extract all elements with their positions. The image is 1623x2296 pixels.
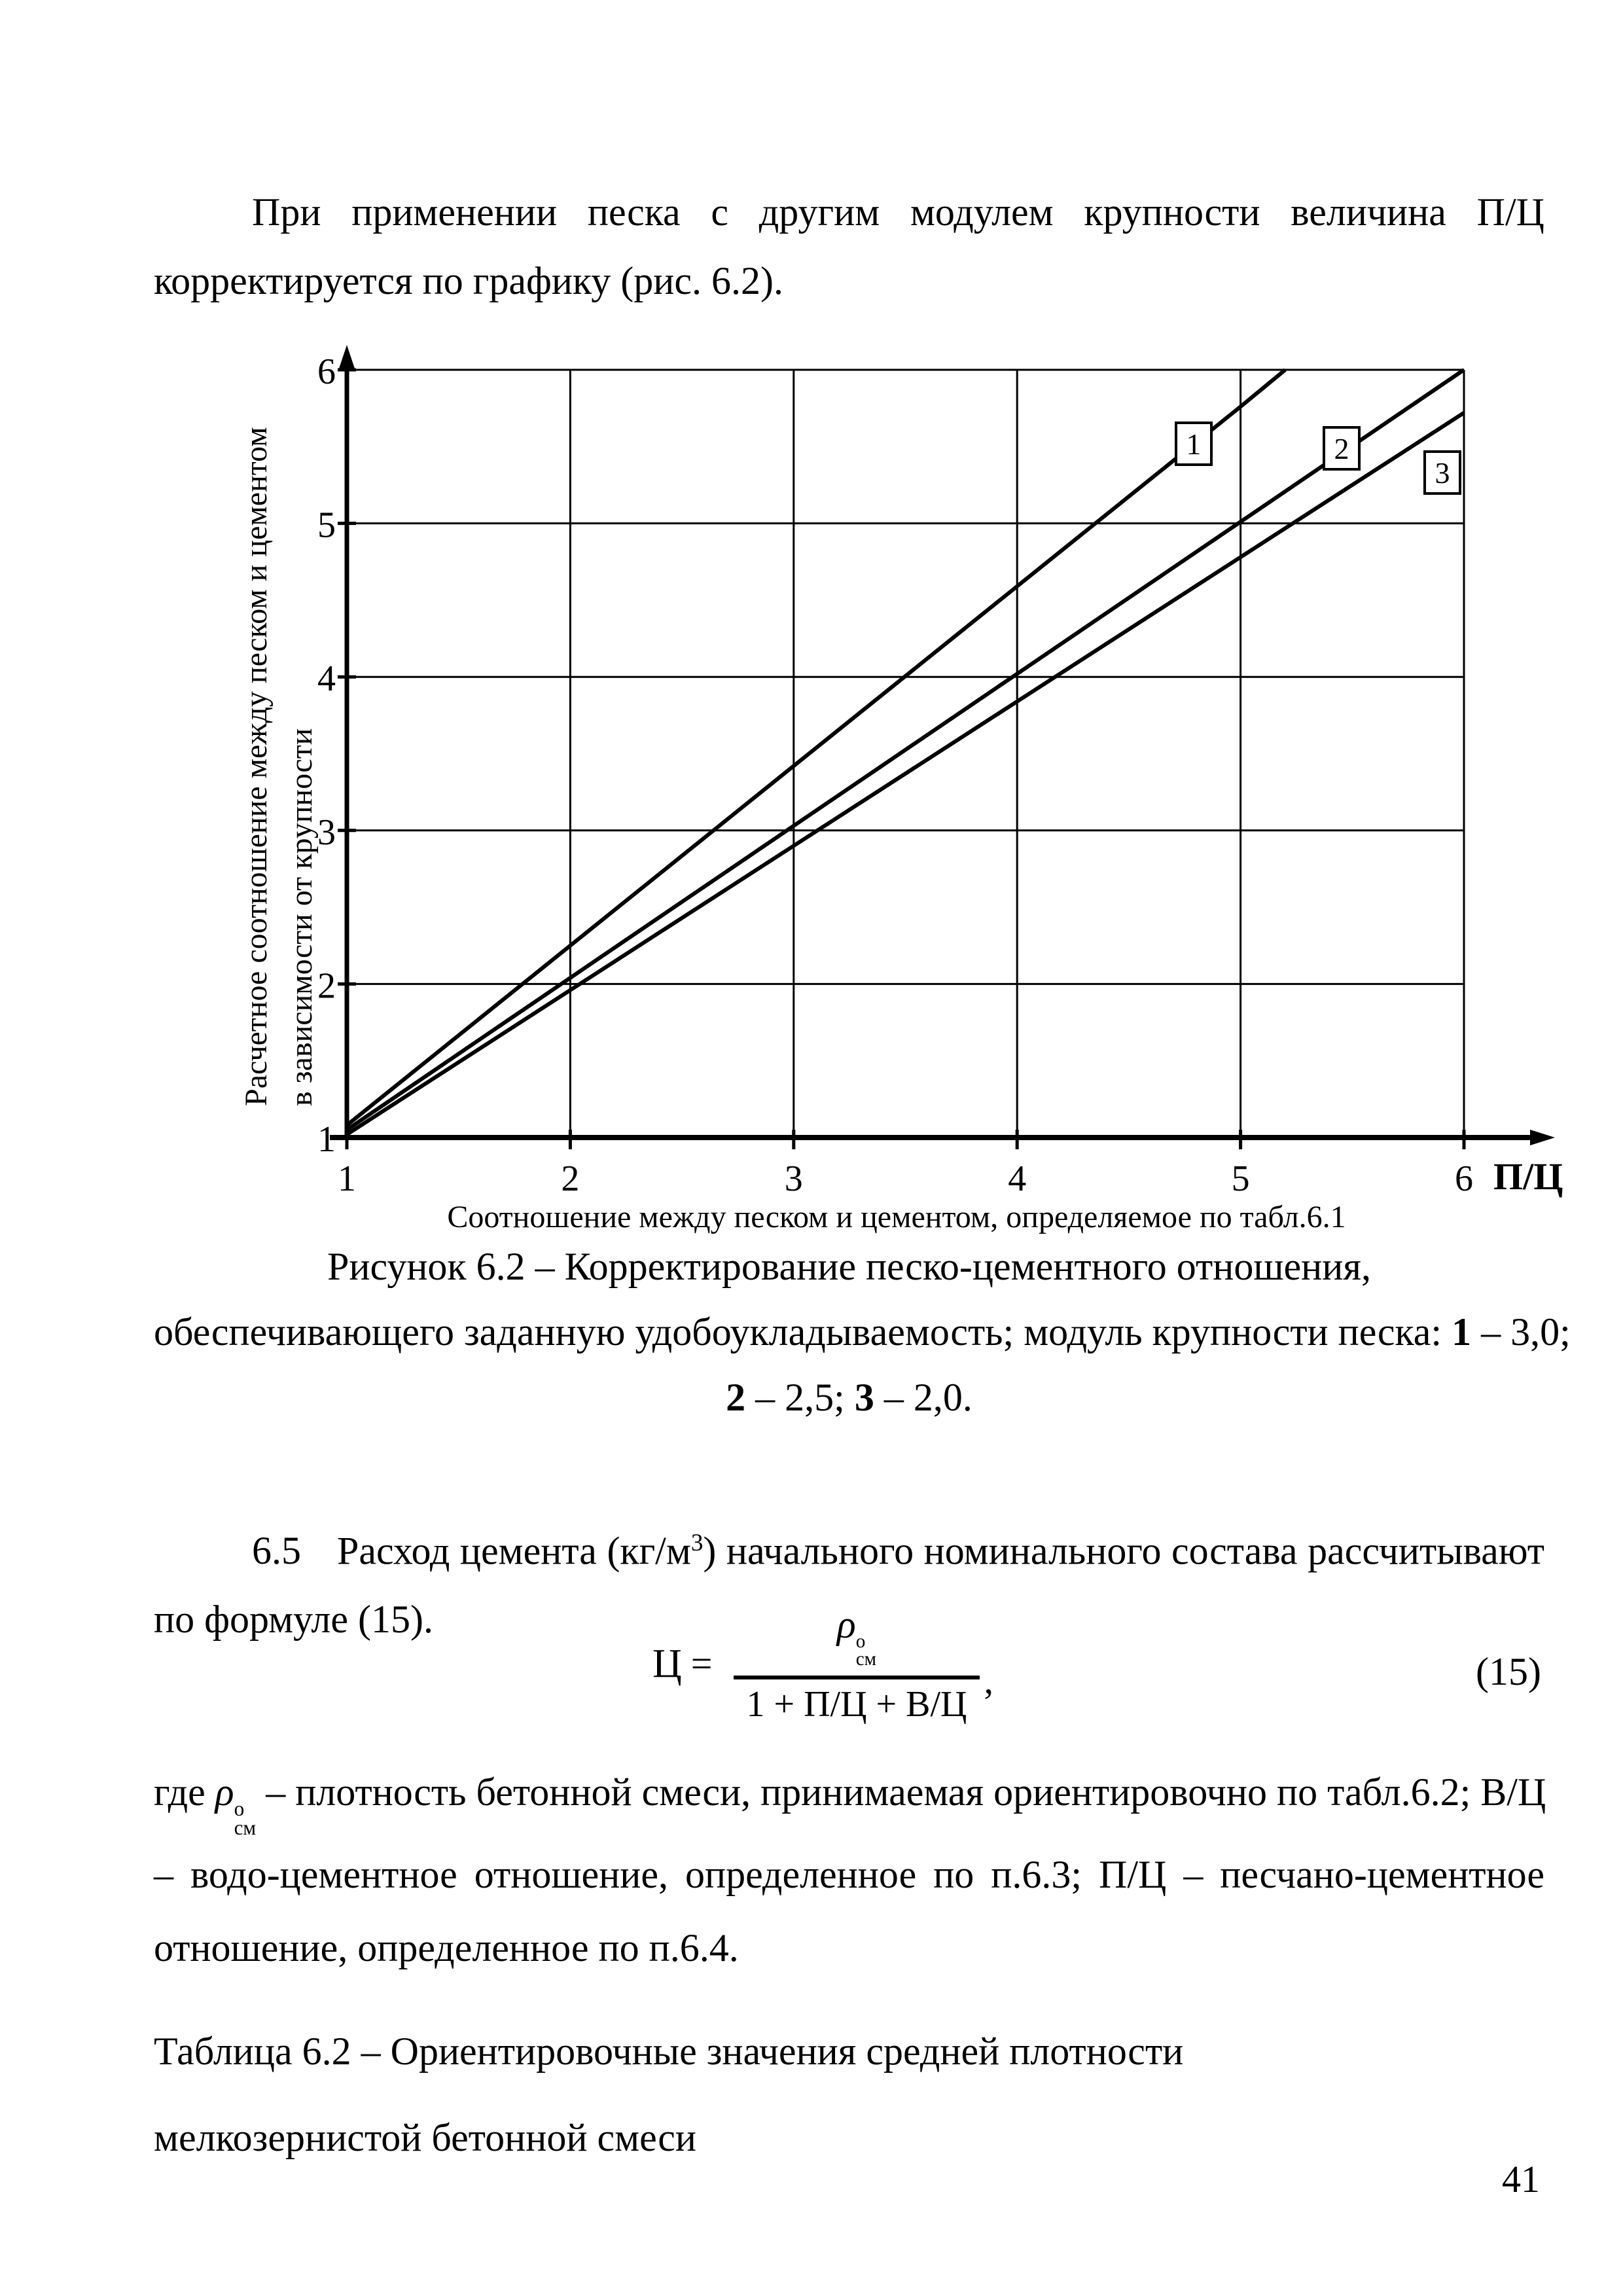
figure-chart <box>216 345 1584 1281</box>
paragraph-intro <box>154 178 1544 315</box>
paragraph-intro-line-1: При применении песка с другим модулем крупности величина П/Ц <box>252 190 1544 234</box>
section-number: 6.5 <box>252 1529 301 1573</box>
y-tick-label: 3 <box>317 812 336 853</box>
where-paragraph <box>154 1755 1544 1984</box>
y-axis-title-line-1: Расчетное соотношение между песком и цементом <box>239 427 274 1106</box>
formula-expression <box>128 1605 1518 1723</box>
formula-number: (15) <box>1476 1650 1541 1693</box>
rho-symbol: ρ <box>215 1770 234 1814</box>
figure-caption <box>154 1234 1571 1430</box>
rho-indices-inline: о см <box>234 1797 257 1840</box>
y-tick-label: 6 <box>317 351 336 392</box>
formula-numerator: ρ о см <box>836 1603 877 1670</box>
series-label-1: 1 <box>1186 427 1202 461</box>
series-line-2 <box>347 370 1464 1130</box>
series-label-2: 2 <box>1334 432 1349 465</box>
formula-denominator: 1 + П/Ц + В/Ц <box>734 1676 980 1723</box>
x-tick-label: 2 <box>561 1158 580 1199</box>
figure-caption-line-1: Рисунок 6.2 – Корректирование песко-цементного отношения, <box>327 1245 1371 1288</box>
formula-fraction <box>734 1605 980 1723</box>
series-line-1 <box>347 370 1285 1125</box>
paragraph-intro-line-2: корректируется по графику (рис. 6.2). <box>154 259 783 302</box>
superscript-3: 3 <box>690 1530 704 1556</box>
y-tick-label: 5 <box>317 505 336 546</box>
formula-15 <box>154 1603 1544 1725</box>
where-line-1: где ρ о см – плотность бетонной смеси, принимаемая ориентировочно по табл.6.2; В/Ц <box>154 1770 1546 1840</box>
series-line-3 <box>347 413 1464 1135</box>
rho-indices: о см <box>855 1630 877 1670</box>
x-tick-label: 4 <box>1008 1158 1027 1199</box>
table-caption-line-1: Таблица 6.2 – Ориентировочные значения средней плотности <box>154 2030 1184 2073</box>
table-caption-line-2: мелкозернистой бетонной смеси <box>154 2116 696 2159</box>
where-line-2: – водо-цементное отношение, определенное по п.6.3; П/Ц – песчано-цементное <box>154 1852 1544 1896</box>
figure-caption-line-3: 2 – 2,5; 3 – 2,0. <box>726 1376 972 1419</box>
series-label-3: 3 <box>1435 456 1450 490</box>
y-tick-label: 2 <box>317 965 336 1007</box>
y-axis-arrow <box>339 345 355 368</box>
section-6-5-line-2: по формуле (15). <box>154 1598 433 1641</box>
where-line-3: отношение, определенное по п.6.4. <box>154 1926 739 1969</box>
formula-comma: , <box>984 1659 993 1702</box>
x-tick-label: 1 <box>338 1158 356 1199</box>
page-number: 41 <box>1502 2158 1540 2200</box>
x-axis-title: Соотношение между песком и цементом, определяемое по табл.6.1 <box>447 1200 1346 1234</box>
x-axis-symbol: П/Ц <box>1493 1155 1563 1198</box>
y-tick-label: 4 <box>317 658 336 700</box>
y-axis-title-line-2: в зависимости от крупности <box>284 728 319 1106</box>
formula-equals: = <box>690 1642 713 1685</box>
x-tick-label: 5 <box>1231 1158 1250 1199</box>
x-axis-arrow <box>1530 1130 1555 1145</box>
x-tick-label: 6 <box>1455 1158 1473 1199</box>
figure-caption-line-2: обеспечивающего заданную удобоукладываемость; модуль крупности песка: 1 – 3,0; <box>154 1310 1571 1354</box>
section-6-5-line-1: 6.5 Расход цемента $(кг/м^3)$ начального номинального состава рассчитывают <box>252 1529 1545 1573</box>
y-tick-label: 1 <box>317 1119 336 1160</box>
x-tick-label: 3 <box>784 1158 803 1199</box>
formula-lhs: Ц <box>652 1641 682 1686</box>
